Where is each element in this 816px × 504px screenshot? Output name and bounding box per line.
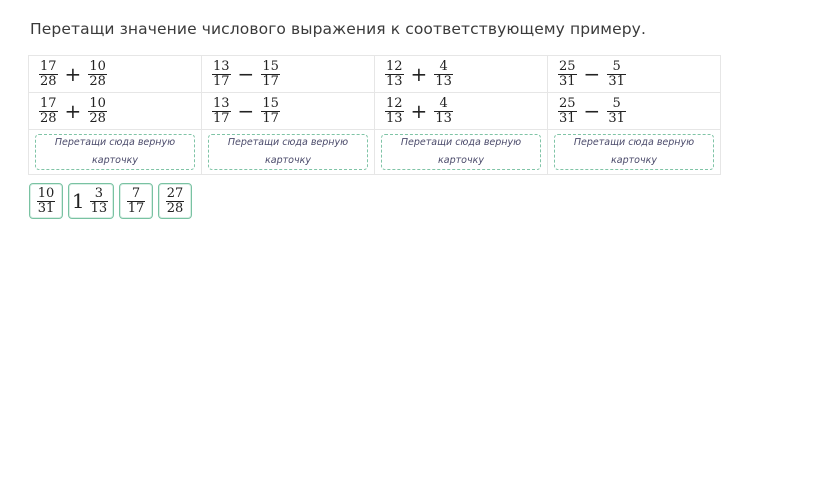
drop-zone-label-line2: карточку: [438, 155, 484, 166]
fraction: $\frac{13}{17}$: [213, 95, 230, 126]
fraction: $\frac{13}{17}$: [213, 58, 230, 89]
drop-zone-label-line1: Перетащи сюда верную: [400, 137, 522, 148]
drop-zone[interactable]: [208, 134, 368, 170]
drop-zone[interactable]: [381, 134, 541, 170]
fraction: $\frac{5}{31}$: [608, 58, 625, 89]
whole-part: 1: [71, 189, 85, 213]
answer-card[interactable]: [68, 183, 114, 219]
expression-cell: [202, 93, 375, 130]
drop-zone[interactable]: [35, 134, 195, 170]
fraction: $\frac{12}{13}$: [386, 58, 403, 89]
expression-cell: [375, 93, 548, 130]
drop-cell: [375, 130, 548, 175]
drop-zone-label-line2: карточку: [265, 155, 311, 166]
fraction: $\frac{3}{13}$: [90, 185, 108, 216]
answer-cards: [29, 183, 192, 219]
operator: +: [64, 62, 82, 86]
expression-grid: [28, 55, 721, 175]
drop-zone-label-line1: Перетащи сюда верную: [573, 137, 695, 148]
drop-row: [29, 130, 721, 175]
expression-cell: [202, 56, 375, 93]
fraction: $\frac{10}{31}$: [37, 185, 55, 216]
drop-zone-label-line2: карточку: [611, 155, 657, 166]
drop-cell: [202, 130, 375, 175]
answer-card[interactable]: [29, 183, 63, 219]
fraction: $\frac{25}{31}$: [559, 95, 576, 126]
drop-zone[interactable]: [554, 134, 714, 170]
drop-zone-label-line2: карточку: [92, 155, 138, 166]
expression-cell: [29, 93, 202, 130]
fraction: $\frac{17}{28}$: [40, 58, 57, 89]
fraction: $\frac{12}{13}$: [386, 95, 403, 126]
operator: +: [410, 62, 428, 86]
fraction: $\frac{27}{28}$: [166, 185, 184, 216]
fraction: $\frac{17}{28}$: [40, 95, 57, 126]
drop-zone-label-line1: Перетащи сюда верную: [227, 137, 349, 148]
operator: +: [410, 99, 428, 123]
task-title: Перетащи значение числового выражения к соответствующему примеру.: [30, 20, 646, 38]
fraction: $\frac{5}{31}$: [608, 95, 625, 126]
expression-cell: [548, 93, 721, 130]
fraction: $\frac{7}{17}$: [127, 185, 145, 216]
operator: −: [583, 62, 601, 86]
expression-row: [29, 56, 721, 93]
operator: −: [237, 62, 255, 86]
answer-card[interactable]: [158, 183, 192, 219]
expression-cell: [29, 56, 202, 93]
answer-card[interactable]: [119, 183, 153, 219]
expression-row: [29, 93, 721, 130]
fraction: $\frac{10}{28}$: [89, 95, 106, 126]
fraction: $\frac{4}{13}$: [435, 95, 452, 126]
fraction: $\frac{25}{31}$: [559, 58, 576, 89]
operator: −: [583, 99, 601, 123]
fraction: $\frac{10}{28}$: [89, 58, 106, 89]
drop-cell: [548, 130, 721, 175]
fraction: $\frac{15}{17}$: [262, 95, 279, 126]
drop-zone-label-line1: Перетащи сюда верную: [54, 137, 176, 148]
fraction: $\frac{4}{13}$: [435, 58, 452, 89]
fraction: $\frac{15}{17}$: [262, 58, 279, 89]
operator: −: [237, 99, 255, 123]
drop-cell: [29, 130, 202, 175]
expression-cell: [548, 56, 721, 93]
expression-cell: [375, 56, 548, 93]
operator: +: [64, 99, 82, 123]
